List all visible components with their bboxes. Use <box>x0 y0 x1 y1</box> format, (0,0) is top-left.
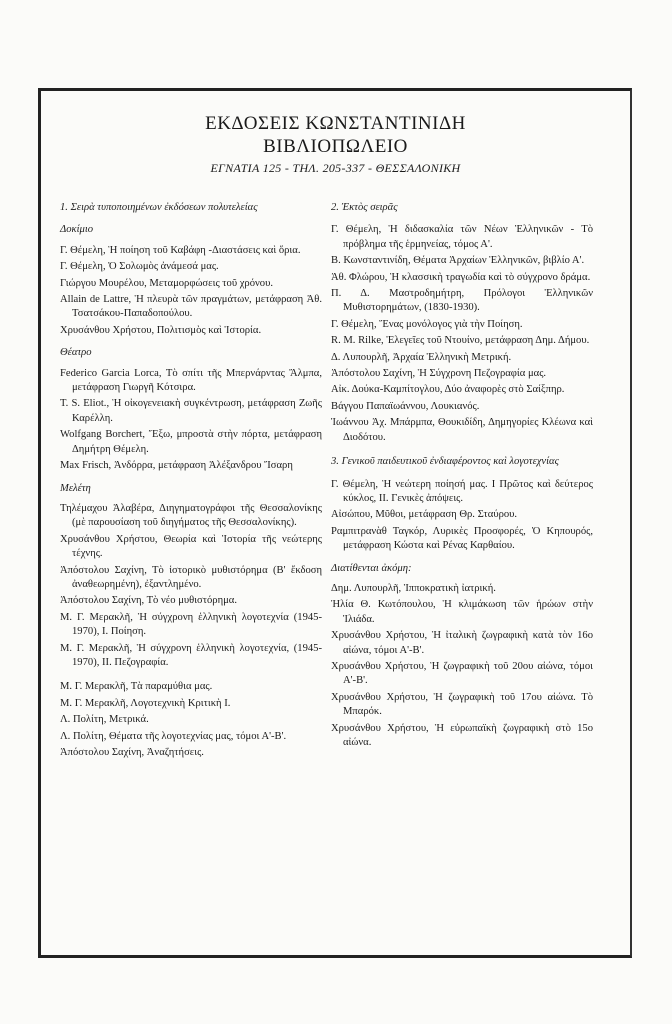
book-entry: Χρυσάνθου Χρήστου, Θεωρία καὶ Ἱστορία τῆς νεώτερης τέχνης. <box>60 533 322 560</box>
book-entry: Β. Κωνσταντινίδη, Θέματα Ἀρχαίων Ἑλληνικῶν, βιβλίο Α'. <box>331 255 585 267</box>
book-entry: Γ. Θέμελη, Ἡ διδασκαλία τῶν Νέων Ἑλληνικῶν - Τὸ πρόβλημα τῆς ἑρμηνείας, τόμος Α'. <box>331 224 593 250</box>
book-entry: Ἀθ. Φλώρου, Ἡ κλασσικὴ τραγωδία καὶ τὸ σύγχρονο δράμα. <box>331 271 591 283</box>
spacer <box>60 672 322 680</box>
spacer <box>331 447 593 455</box>
book-entry: Federico Garcia Lorca, Τὸ σπίτι τῆς Μπερνάρντας Ἄλμπα, μετάφραση Γιωργῆ Κότσιρα. <box>60 367 322 394</box>
book-entry: Χρυσάνθου Χρήστου, Ἡ ζωγραφικὴ τοῦ 20ου αἰώνα, τόμοι Α'-Β'. <box>331 660 593 687</box>
book-entry: Βάγγου Παπαϊωάννου, Λουκιανός. <box>331 400 480 412</box>
book-entry: Allain de Lattre, Ἡ πλευρὰ τῶν πραγμάτων, μετάφραση Ἀθ. Τσατσάκου-Παπαδοπούλου. <box>60 294 322 320</box>
book-entry: Ἀπόστολου Σαχίνη, Ἡ Σύγχρονη Πεζογραφία μας. <box>331 368 547 380</box>
book-entry: Αἰκ. Δούκα-Καμπίτογλου, Δύο ἀναφορὲς στὸ Σαίξπηρ. <box>331 384 565 396</box>
book-entry: Μ. Γ. Μερακλῆ, Λογοτεχνικὴ Κριτικὴ Ι. <box>60 697 231 709</box>
section-title: 1. Σειρὰ τυποποιημένων ἐκδόσεων πολυτελείας <box>60 202 258 213</box>
book-entry: Ἀπόστολου Σαχίνη, Τὸ νέο μυθιστόρημα. <box>60 595 238 607</box>
book-entry: Max Frisch, Ἀνδόρρα, μετάφραση Ἀλέξανδρου Ἴσαρη <box>60 460 293 472</box>
group-title: Μελέτη <box>60 482 91 494</box>
book-entry: Χρυσάνθου Χρήστου, Πολιτισμὸς καὶ Ἱστορία. <box>60 324 262 336</box>
book-entry: Γ. Θέμελη, Ἡ ποίηση τοῦ Καβάφη -Διαστάσεις καὶ ὅρια. <box>60 244 301 256</box>
book-entry: Ἀπόστολου Σαχίνη, Τὸ ἱστορικὸ μυθιστόρημα (Β' ἔκδοση ἀναθεωρημένη), ἐξαντλημένο. <box>60 564 322 590</box>
book-entry: Ραμπιτρανὰθ Ταγκόρ, Λυρικὲς Προσφορές, Ὁ Κηπουρός, μετάφραση Κώστα καὶ Ρένας Καρθαίου. <box>331 525 593 552</box>
book-entry: Ἀπόστολου Σαχίνη, Ἀναζητήσεις. <box>60 747 204 758</box>
right-column <box>331 201 593 752</box>
section-title: Διατίθενται ἀκόμη: <box>331 562 412 574</box>
left-column <box>60 201 322 762</box>
group-title: Θέατρο <box>60 347 92 359</box>
book-entry: Wolfgang Borchert, Ἔξω, μπροστὰ στὴν πόρτα, μετάφραση Δημήτρη Θέμελη. <box>60 429 322 455</box>
book-entry: Μ. Γ. Μερακλῆ, Τὰ παραμύθια μας. <box>60 681 213 693</box>
book-entry: Γ. Θέμελη, Ὁ Σολωμὸς ἀνάμεσά μας. <box>60 261 219 273</box>
book-entry: Τηλέμαχου Ἀλαβέρα, Διηγηματογράφοι τῆς Θεσσαλονίκης (μὲ παρουσίαση τοῦ διηγήματος τῆς Θεσσαλονίκης). <box>60 502 322 529</box>
publisher-name: ΕΚΔΟΣΕΙΣ ΚΩΝΣΤΑΝΤΙΝΙΔΗ <box>205 113 466 134</box>
group-title: Δοκίμιο <box>60 224 94 236</box>
book-entry: R. M. Rilke, Ἐλεγεῖες τοῦ Ντουίνο, μετάφραση Δημ. Δήμου. <box>331 335 590 347</box>
book-entry: Γιώργου Μουρέλου, Μεταμορφώσεις τοῦ χρόνου. <box>60 277 273 289</box>
book-entry: Ἠλία Θ. Κωτόπουλου, Ἡ κλιμάκωση τῶν ἡρώων στὴν Ἰλιάδα. <box>331 599 593 625</box>
book-entry: Μ. Γ. Μερακλῆ, Ἡ σύγχρονη ἑλληνικὴ λογοτεχνία (1945-1970), Ι. Ποίηση. <box>60 611 322 638</box>
book-entry: Δ. Λυπουρλῆ, Ἀρχαία Ἑλληνικὴ Μετρική. <box>331 351 512 363</box>
book-entry: Χρυσάνθου Χρήστου, Ἡ εὐρωπαϊκὴ ζωγραφικὴ στὸ 15ο αἰώνα. <box>331 722 593 748</box>
book-entry: Χρυσάνθου Χρήστου, Ἡ ζωγραφικὴ τοῦ 17ου αἰώνα. Τὸ Μπαρόκ. <box>331 691 593 718</box>
section-title: 3. Γενικοῦ παιδευτικοῦ ἐνδιαφέροντος καὶ λογοτεχνίας <box>331 456 559 468</box>
bookshop-title: ΒΙΒΛΙΟΠΩΛΕΙΟ <box>263 136 408 157</box>
book-entry: Χρυσάνθου Χρήστου, Ἡ ἰταλικὴ ζωγραφικὴ κατὰ τὸν 16ο αἰώνα, τόμοι Α'-Β'. <box>331 630 593 656</box>
book-entry: Λ. Πολίτη, Μετρικά. <box>60 714 149 726</box>
section-title: 2. Ἐκτὸς σειρᾶς <box>331 202 398 213</box>
book-entry: Μ. Γ. Μερακλῆ, Ἡ σύγχρονη ἑλληνικὴ λογοτεχνία, (1945-1970), ΙΙ. Πεζογραφία. <box>60 642 322 668</box>
book-entry: Γ. Θέμελη, Ἕνας μονόλογος γιὰ τὴν Ποίηση. <box>331 318 523 330</box>
book-entry: Γ. Θέμελη, Ἡ νεώτερη ποίησή μας. Ι Πρῶτος καὶ δεύτερος κύκλος, ΙΙ. Γενικὲς ἀπόψεις. <box>331 478 593 504</box>
book-entry: T. S. Eliot., Ἡ οἰκογενειακὴ συγκέντρωση, μετάφραση Ζωῆς Καρέλλη. <box>60 398 322 424</box>
book-entry: Αἰσώπου, Μῦθοι, μετάφραση Θρ. Σταύρου. <box>331 509 518 521</box>
address-line: ΕΓΝΑΤΙΑ 125 - ΤΗΛ. 205-337 - ΘΕΣΣΑΛΟΝΙΚΗ <box>210 161 461 175</box>
catalog-frame <box>38 88 632 958</box>
book-entry: Ἰωάννου Ἀχ. Μπάρμπα, Θουκιδίδη, Δημηγορίες Κλέωνα καὶ Διοδότου. <box>331 417 593 443</box>
book-entry: Π. Δ. Μαστροδημήτρη, Πρόλογοι Ἑλληνικῶν Μυθιστορημάτων, (1830-1930). <box>331 288 593 314</box>
book-entry: Λ. Πολίτη, Θέματα τῆς λογοτεχνίας μας, τόμοι Α'-Β'. <box>60 730 287 742</box>
book-entry: Δημ. Λυπουρλῆ, Ἱπποκρατικὴ ἰατρική. <box>331 582 496 594</box>
